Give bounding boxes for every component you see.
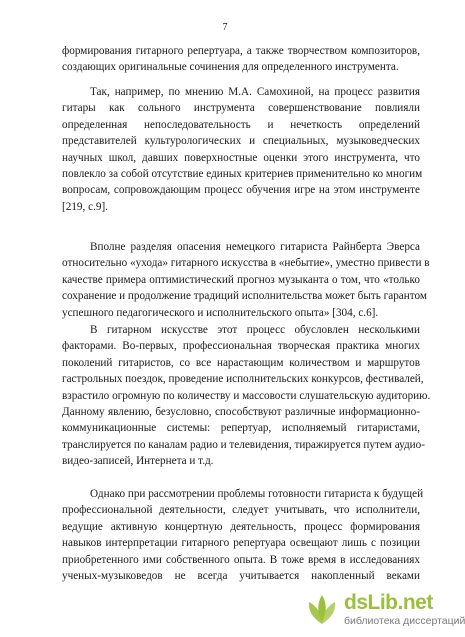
text-line: относительно «ухода» гитарного искусства в «небытие», уместно привести в <box>62 257 430 270</box>
text-line: определенная непоследовательность и нечеткость определений <box>62 118 420 131</box>
text-line: успешного педагогического и исполнительского опыта» [304, с.6]. <box>62 306 379 319</box>
text-line: поколений гитаристов, со все нарастающим количеством и маршрутов <box>62 356 420 369</box>
paragraph-4 <box>62 322 431 470</box>
text-line: профессиональной деятельности, следует учитывать, что исполнители, <box>62 504 420 517</box>
page-number: 7 <box>222 22 228 33</box>
dslib-watermark <box>302 591 465 631</box>
watermark-subtitle: библиотека диссертаций <box>344 615 465 627</box>
text-line: [219, с.9]. <box>62 200 108 213</box>
paragraph-1 <box>62 43 420 76</box>
text-line: коммуникационные системы: репертуар, исполняемый гитаристами, <box>62 422 420 435</box>
text-line: качестве примера оптимистический прогноз музыканта о том, что «только <box>62 273 420 286</box>
text-line: факторами. Во-первых, профессиональная творческая практика многих <box>62 340 420 353</box>
text-line: Данному явлению, безусловно, способствуют различные информационно- <box>62 406 420 419</box>
text-line: вопросам, сопровождающим процесс обучения игре на этом инструменте <box>62 184 420 197</box>
text-line: приобретенного ими собственного опыта. В тоже время в исследованиях <box>62 553 420 566</box>
paragraph-3 <box>62 239 430 321</box>
text-line: видео-записей, Интернета и т.д. <box>62 455 214 468</box>
text-line: создающих оригинальные сочинения для определенного инструмента. <box>62 61 399 74</box>
text-line: Так, например, по мнению М.А. Самохиной, на процесс развития <box>90 86 420 98</box>
paragraph-2 <box>62 84 423 215</box>
text-line: гастрольных поездок, проведение исполнительских конкурсов, фестивалей, <box>62 373 424 386</box>
text-line: повлекло за собой отсутствие единых критериев применительно ко многим <box>62 168 423 181</box>
text-line: сохранение и продолжение традиций исполнительства может быть гарантом <box>62 290 427 303</box>
text-line: научных школ, давших поверхностные оценки этого инструмента, что <box>62 151 420 164</box>
text-line: Однако при рассмотрении проблемы готовности гитариста к будущей <box>90 488 424 500</box>
text-line: ученых-музыковедов не всегда учитывается накопленный веками <box>62 570 420 583</box>
text-line: гитары как сольного инструмента совершенствование повлияли <box>62 102 420 115</box>
paragraph-5 <box>62 486 424 584</box>
text-line: формирования гитарного репертуара, а также творчеством композиторов, <box>62 45 420 57</box>
text-line: Вполне разделяя опасения немецкого гитариста Райнберта Эверса <box>90 241 420 253</box>
text-line: ведущие активную концертную деятельность, процесс формирования <box>62 520 420 533</box>
text-line: В гитарном искусстве этот процесс обусловлен несколькими <box>90 324 420 336</box>
text-line: навыков интерпретации гитарного репертуара освещают лишь с позиции <box>62 537 420 550</box>
dslib-logo-icon <box>302 591 342 631</box>
text-line: транслируется по каналам радио и телевидения, тиражируется путем аудио- <box>62 438 425 451</box>
watermark-title: dsLib.net <box>344 591 433 614</box>
text-line: взрастило огромную по количеству и массовости слушательскую аудиторию. <box>62 389 431 402</box>
text-line: представителей культурологических и специальных, музыковедческих <box>62 135 420 148</box>
